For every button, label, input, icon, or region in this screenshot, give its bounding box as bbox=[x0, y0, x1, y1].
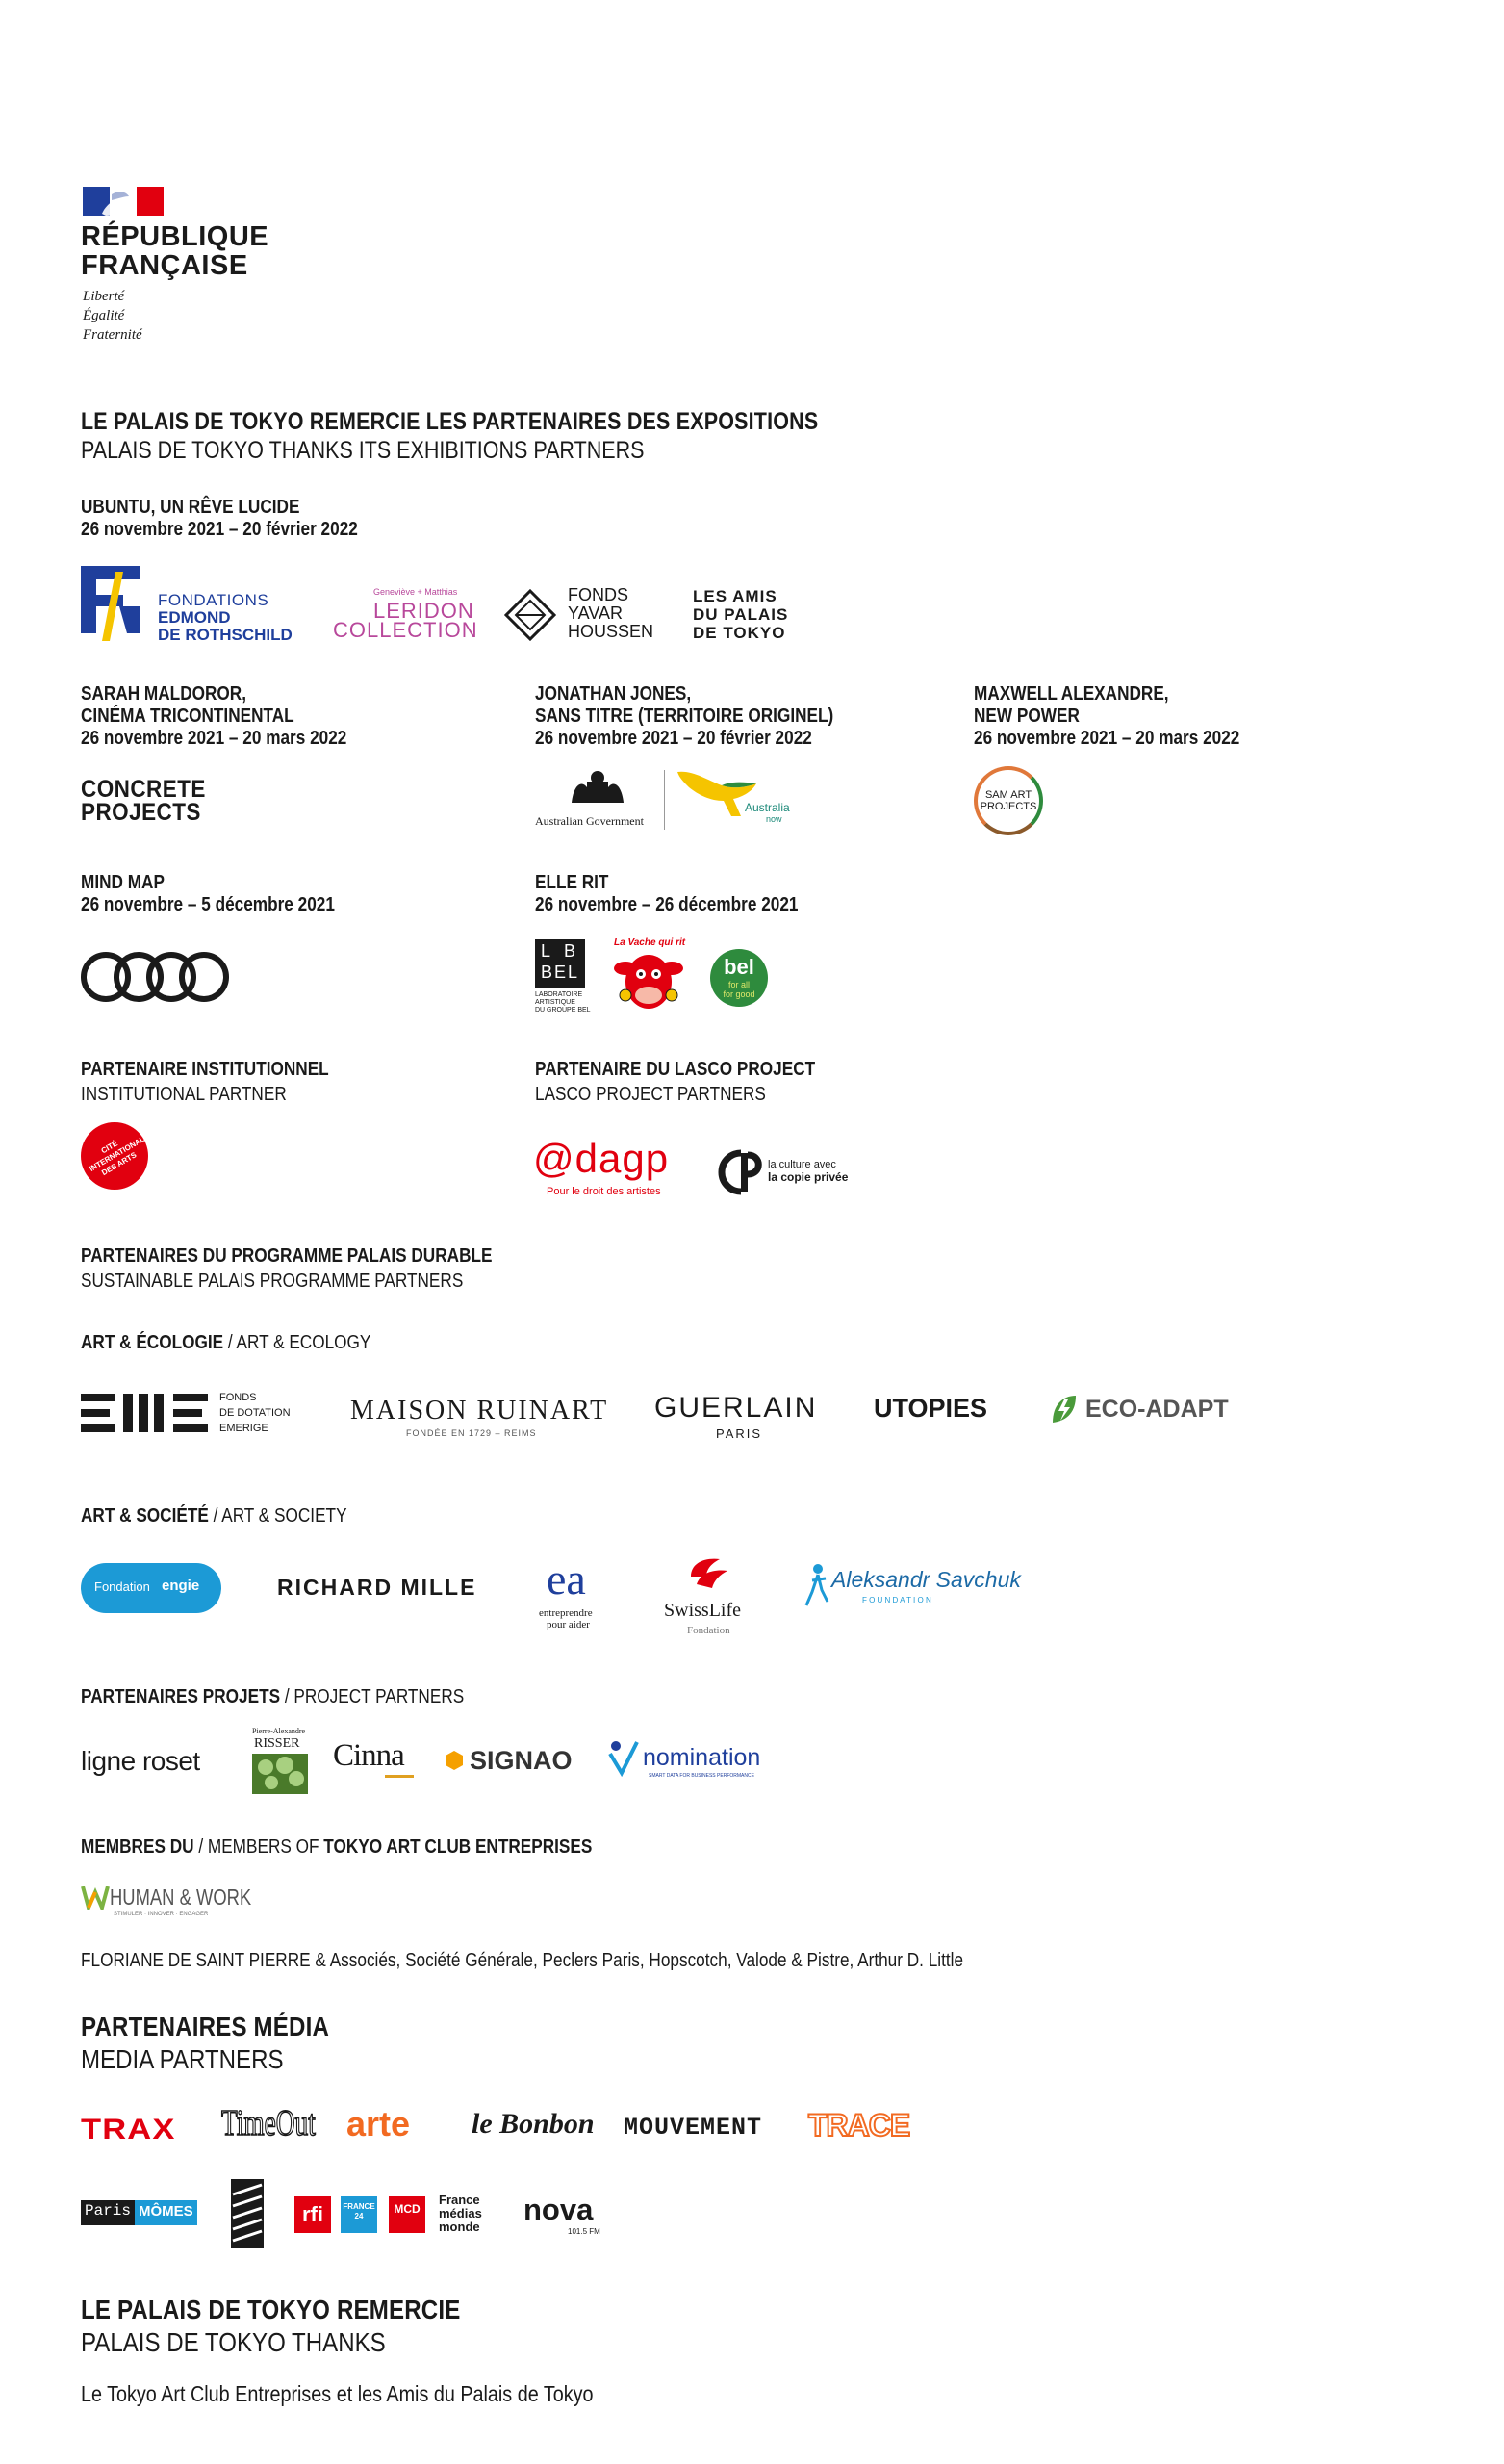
trace-logo: TRACE bbox=[808, 2108, 910, 2143]
timeout-logo: TimeOut bbox=[221, 2103, 316, 2143]
mindmap-title: MIND MAP bbox=[81, 872, 165, 893]
mouvement-logo: MOUVEMENT bbox=[624, 2114, 763, 2142]
sam-line2: PROJECTS bbox=[980, 801, 1037, 812]
australian-government-logo bbox=[535, 768, 660, 832]
sarah-title1: SARAH MALDOROR, bbox=[81, 683, 246, 705]
media-fr: PARTENAIRES MÉDIA bbox=[81, 2012, 330, 2041]
guerlain-sub: PARIS bbox=[716, 1426, 763, 1441]
engie-text2: engie bbox=[162, 1578, 200, 1594]
eme-letters-icon bbox=[81, 1392, 212, 1434]
ellerit-title: ELLE RIT bbox=[535, 872, 609, 893]
signao-logo bbox=[445, 1746, 589, 1779]
ruinart-sub: FONDÉE EN 1729 – REIMS bbox=[406, 1428, 537, 1438]
copie-line1: la culture avec bbox=[768, 1159, 836, 1170]
lab-bel-box bbox=[535, 939, 585, 988]
jonathan-title1: JONATHAN JONES, bbox=[535, 683, 692, 705]
risser-text: RISSER bbox=[254, 1736, 300, 1751]
institutional-fr: PARTENAIRE INSTITUTIONNEL bbox=[81, 1059, 329, 1080]
guerlain-logo bbox=[654, 1392, 828, 1442]
cow-head-icon bbox=[612, 949, 685, 1014]
concrete-line1: CONCRETE bbox=[81, 776, 206, 803]
jonathan-title2: SANS TITRE (TERRITOIRE ORIGINEL) bbox=[535, 706, 834, 727]
sarah-title2: CINÉMA TRICONTINENTAL bbox=[81, 706, 294, 727]
lasco-en: LASCO PROJECT PARTNERS bbox=[535, 1084, 766, 1105]
eco-adapt-logo bbox=[1049, 1394, 1261, 1428]
adagp-sub: Pour le droit des artistes bbox=[547, 1186, 661, 1197]
stripes-logo-icon bbox=[229, 2177, 266, 2250]
bel-sub1: for all bbox=[727, 980, 750, 989]
ruinart-text: MAISON RUINART bbox=[350, 1396, 609, 1425]
amis-logo bbox=[693, 587, 808, 647]
adagp-logo bbox=[533, 1136, 697, 1203]
f24-text: FRANCE 24 bbox=[343, 2202, 375, 2220]
nova-sub: 101.5 FM bbox=[568, 2227, 600, 2236]
paris-text: Paris bbox=[81, 2200, 135, 2225]
rothschild-line3: DE ROTHSCHILD bbox=[158, 626, 293, 644]
ea-text: ea bbox=[547, 1554, 586, 1604]
copie-line2: la copie privée bbox=[768, 1170, 849, 1184]
ea-sub1: entreprendre bbox=[539, 1607, 593, 1619]
lab-sub2: ARTISTIQUE bbox=[535, 999, 575, 1006]
swisslife-sub: Fondation bbox=[687, 1625, 730, 1636]
emerige-logo bbox=[81, 1392, 302, 1438]
cinna-logo bbox=[333, 1738, 429, 1783]
sarah-dates: 26 novembre 2021 – 20 mars 2022 bbox=[81, 728, 347, 749]
society-sep: / bbox=[208, 1505, 222, 1527]
guerlain-text: GUERLAIN bbox=[654, 1392, 818, 1424]
savchuk-sub: F O U N D A T I O N bbox=[862, 1596, 931, 1604]
motto-fraternite: Fraternité bbox=[83, 327, 142, 343]
australia-now-logo bbox=[674, 766, 799, 834]
leridon-logo bbox=[331, 587, 478, 645]
ligne-roset-logo bbox=[81, 1746, 235, 1781]
lab-sub1: LABORATOIRE bbox=[535, 991, 583, 998]
lab-sub3: DU GROUPE BEL bbox=[535, 1007, 591, 1014]
leaf-icon bbox=[1049, 1394, 1078, 1424]
swisslife-mark-icon bbox=[685, 1555, 733, 1598]
savchuk-text: Aleksandr Savchuk bbox=[831, 1567, 1021, 1592]
thanks-en: PALAIS DE TOKYO THANKS bbox=[81, 2327, 386, 2357]
yavar-diamond-icon bbox=[504, 589, 556, 641]
australian-government-text: Australian Government bbox=[535, 814, 644, 828]
members-label bbox=[81, 1836, 592, 1859]
australia-sub: now bbox=[766, 814, 782, 824]
ecology-sep: / bbox=[223, 1332, 237, 1353]
members-list: FLORIANE DE SAINT PIERRE & Associés, Société Générale, Peclers Paris, Hopscotch, Valode & Pistre, Arthur D. Little bbox=[81, 1950, 964, 1971]
australia-text: Australia bbox=[745, 801, 790, 814]
lab-bel-l: L bbox=[541, 941, 551, 961]
logo-divider bbox=[664, 770, 665, 830]
rothschild-line1: FONDATIONS bbox=[158, 591, 269, 609]
durable-fr: PARTENAIRES DU PROGRAMME PALAIS DURABLE bbox=[81, 1245, 493, 1267]
mcd-logo bbox=[389, 2196, 425, 2233]
marianne-flag-icon bbox=[83, 187, 164, 216]
bel-logo bbox=[710, 949, 768, 1007]
momes-text: MÔMES bbox=[135, 2200, 197, 2225]
thanks-fr: LE PALAIS DE TOKYO REMERCIE bbox=[81, 2295, 461, 2324]
institutional-en: INSTITUTIONAL PARTNER bbox=[81, 1084, 287, 1105]
swisslife-logo bbox=[660, 1555, 766, 1644]
cinna-underline bbox=[385, 1775, 414, 1778]
trax-logo: TRAX bbox=[81, 2114, 176, 2145]
maxwell-title2: NEW POWER bbox=[974, 706, 1080, 727]
ligne-text: ligne roset bbox=[81, 1746, 200, 1776]
risser-small: Pierre-Alexandre bbox=[252, 1727, 306, 1735]
engie-text: Fondation bbox=[94, 1579, 150, 1594]
risser-logo bbox=[252, 1727, 310, 1796]
projects-label bbox=[81, 1686, 464, 1708]
france24-logo bbox=[341, 2196, 377, 2233]
fondation-engie-logo bbox=[81, 1563, 221, 1613]
nova-text: nova bbox=[523, 2193, 594, 2226]
human-sub: STIMULER · INNOVER · ENGAGER bbox=[114, 1912, 209, 1917]
society-label bbox=[81, 1505, 347, 1527]
eco-adapt-text: ECO-ADAPT bbox=[1085, 1396, 1229, 1423]
lasco-fr: PARTENAIRE DU LASCO PROJECT bbox=[535, 1059, 816, 1080]
bel-sub2: for good bbox=[723, 989, 755, 999]
main-heading-en: PALAIS DE TOKYO THANKS ITS EXHIBITIONS PARTNERS bbox=[81, 437, 645, 464]
cp-mark-icon bbox=[716, 1147, 766, 1197]
durable-en: SUSTAINABLE PALAIS PROGRAMME PARTNERS bbox=[81, 1270, 464, 1292]
members-label-b: MEMBERS OF bbox=[207, 1836, 319, 1858]
risser-tree-icon bbox=[252, 1754, 308, 1794]
rothschild-mark-icon bbox=[81, 566, 148, 641]
republique-line2: FRANÇAISE bbox=[81, 250, 248, 281]
audi-rings-icon bbox=[81, 950, 229, 1004]
thanks-text: Le Tokyo Art Club Entreprises et les Amis du Palais de Tokyo bbox=[81, 2381, 594, 2406]
members-label-a: MEMBRES DU bbox=[81, 1836, 194, 1858]
maxwell-title1: MAXWELL ALEXANDRE, bbox=[974, 683, 1169, 705]
utopies-logo bbox=[874, 1394, 1008, 1426]
rfi-text: rfi bbox=[302, 2202, 323, 2226]
signao-hex-icon bbox=[445, 1750, 464, 1771]
projects-label-en: PROJECT PARTNERS bbox=[293, 1686, 465, 1707]
ecology-label bbox=[81, 1332, 370, 1354]
members-label-c: TOKYO ART CLUB ENTREPRISES bbox=[323, 1836, 593, 1858]
projects-label-fr: PARTENAIRES PROJETS bbox=[81, 1686, 281, 1707]
le-bonbon-logo: le Bonbon bbox=[472, 2108, 595, 2140]
vache-text: La Vache qui rit bbox=[614, 937, 686, 948]
ubuntu-dates: 26 novembre 2021 – 20 février 2022 bbox=[81, 519, 358, 540]
yavar-line1: FONDS bbox=[568, 585, 628, 604]
human-work-w-icon bbox=[81, 1885, 110, 1910]
rfi-logo bbox=[294, 2196, 331, 2233]
ruinart-logo bbox=[350, 1396, 610, 1440]
entreprendre-logo bbox=[539, 1553, 616, 1642]
maxwell-dates: 26 novembre 2021 – 20 mars 2022 bbox=[974, 728, 1240, 749]
concrete-line2: PROJECTS bbox=[81, 799, 201, 826]
sam-art-projects-logo bbox=[974, 766, 1043, 835]
amis-line1: LES AMIS bbox=[693, 587, 777, 605]
fmm-logo bbox=[439, 2193, 516, 2239]
nomination-text: nomination bbox=[643, 1744, 761, 1771]
ubuntu-title: UBUNTU, UN RÊVE LUCIDE bbox=[81, 497, 300, 518]
amis-line2: DU PALAIS bbox=[693, 605, 789, 624]
cite-text: CITÉ INTERNATIONALE DES ARTS bbox=[88, 1132, 151, 1178]
jonathan-dates: 26 novembre 2021 – 20 février 2022 bbox=[535, 728, 812, 749]
signao-text: SIGNAO bbox=[470, 1746, 573, 1775]
leridon-line2: COLLECTION bbox=[333, 618, 478, 642]
copie-privee-logo bbox=[716, 1147, 870, 1205]
lab-bel-bel: BEL bbox=[541, 962, 580, 982]
emerige-line3: EMERIGE bbox=[219, 1423, 268, 1434]
emerige-line2: DE DOTATION bbox=[219, 1407, 291, 1419]
projects-sep: / bbox=[280, 1686, 294, 1707]
members-sep: / bbox=[193, 1836, 208, 1858]
savchuk-figure-icon bbox=[804, 1563, 829, 1607]
arte-logo: arte bbox=[346, 2104, 411, 2143]
rothschild-line2: EDMOND bbox=[158, 608, 231, 627]
utopies-text: UTOPIES bbox=[874, 1394, 988, 1423]
motto-egalite: Égalité bbox=[83, 308, 125, 323]
human-text: HUMAN & WORK bbox=[110, 1885, 252, 1910]
republique-logo bbox=[81, 187, 293, 350]
richard-mille-logo bbox=[277, 1575, 508, 1604]
ea-sub2: pour aider bbox=[547, 1619, 590, 1630]
society-label-en: ART & SOCIETY bbox=[221, 1505, 347, 1527]
rothschild-logo bbox=[81, 566, 302, 643]
adagp-text: @dagp bbox=[533, 1136, 670, 1181]
savchuk-logo bbox=[804, 1563, 1021, 1613]
amis-line3: DE TOKYO bbox=[693, 624, 786, 642]
yavar-logo bbox=[504, 585, 658, 645]
nova-logo bbox=[523, 2193, 620, 2239]
paris-momes-logo bbox=[81, 2200, 200, 2225]
leridon-small: Geneviève + Matthias bbox=[373, 587, 458, 597]
main-heading-fr: LE PALAIS DE TOKYO REMERCIE LES PARTENAIRES DES EXPOSITIONS bbox=[81, 408, 819, 435]
nomination-sub: SMART DATA FOR BUSINESS PERFORMANCE bbox=[649, 1773, 754, 1779]
yavar-line3: HOUSSEN bbox=[568, 622, 654, 641]
cite-des-arts-logo bbox=[81, 1122, 151, 1190]
bel-text: bel bbox=[724, 955, 754, 979]
ecology-label-fr: ART & ÉCOLOGIE bbox=[81, 1332, 224, 1353]
motto-liberte: Liberté bbox=[83, 289, 125, 304]
society-label-fr: ART & SOCIÉTÉ bbox=[81, 1505, 209, 1527]
coat-of-arms-icon bbox=[564, 768, 631, 808]
ellerit-dates: 26 novembre – 26 décembre 2021 bbox=[535, 894, 799, 915]
fmm-line3: monde bbox=[439, 2220, 480, 2234]
lab-bel-b: B bbox=[564, 941, 576, 961]
emerige-line1: FONDS bbox=[219, 1392, 257, 1403]
human-work-logo bbox=[81, 1883, 254, 1921]
fmm-line2: médias bbox=[439, 2206, 482, 2220]
concrete-projects-logo bbox=[81, 776, 225, 826]
republique-line1: RÉPUBLIQUE bbox=[81, 221, 269, 252]
sam-line1: SAM ART bbox=[984, 789, 1032, 801]
swisslife-text: SwissLife bbox=[664, 1600, 741, 1621]
ecology-label-en: ART & ECOLOGY bbox=[236, 1332, 371, 1353]
cinna-text: Cinna bbox=[333, 1738, 404, 1773]
leridon-line1: LERIDON bbox=[373, 599, 474, 623]
nomination-figure-icon bbox=[608, 1738, 641, 1777]
mcd-text: MCD bbox=[394, 2202, 421, 2216]
vache-qui-rit-logo bbox=[612, 937, 689, 1014]
nomination-logo bbox=[608, 1738, 781, 1784]
mille-text: RICHARD MILLE bbox=[277, 1575, 477, 1600]
yavar-line2: YAVAR bbox=[568, 603, 624, 623]
media-en: MEDIA PARTNERS bbox=[81, 2044, 284, 2074]
fmm-line1: France bbox=[439, 2193, 480, 2207]
mindmap-dates: 26 novembre – 5 décembre 2021 bbox=[81, 894, 335, 915]
lab-bel-logo bbox=[535, 939, 593, 1016]
